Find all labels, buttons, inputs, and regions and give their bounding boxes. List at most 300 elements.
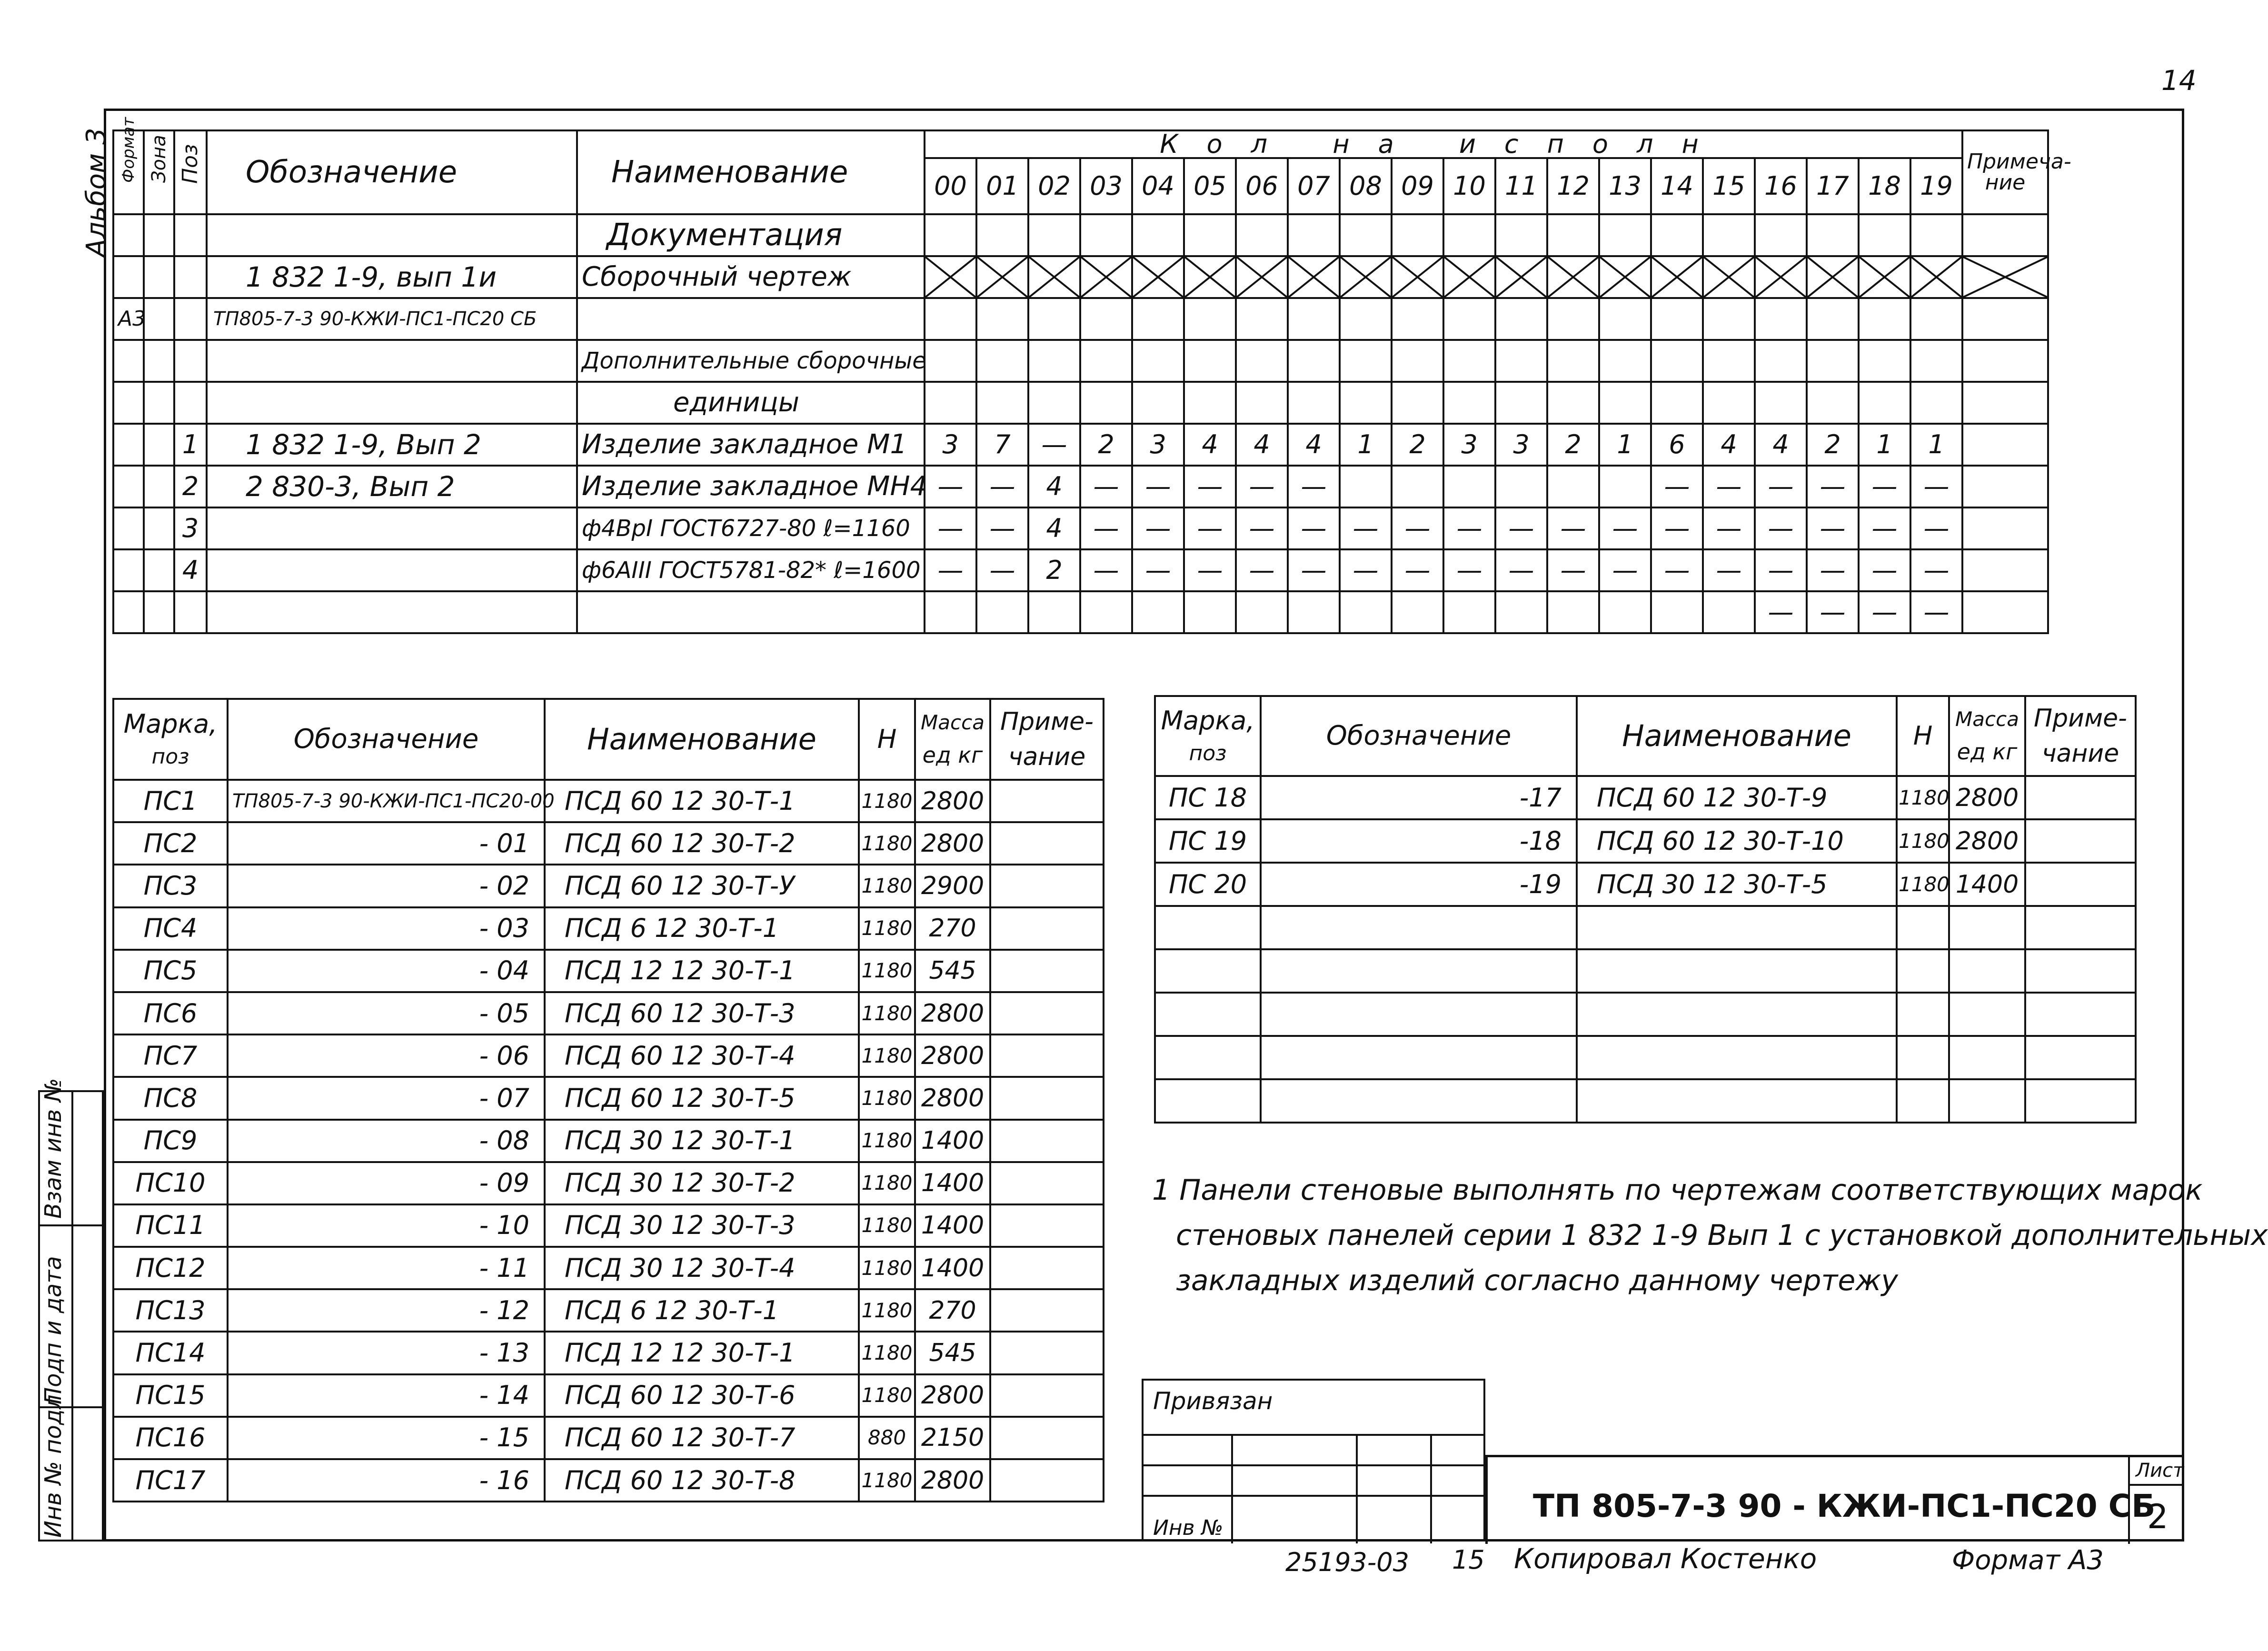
mark-row	[1155, 863, 2136, 906]
note-cell	[2025, 949, 2136, 993]
crossed-cell	[1807, 256, 1859, 298]
designation-cell: - 06	[228, 1034, 545, 1077]
spec-qty	[1859, 340, 1910, 382]
spec-name: ф6АIII ГОСТ5781-82* ℓ=1600	[577, 549, 925, 591]
name-cell: ПСД 60 12 30-Т-9	[1577, 776, 1897, 819]
spec-qty: —	[1132, 466, 1184, 507]
spec-qty: —	[1703, 549, 1755, 591]
spec-qty: —	[1184, 507, 1236, 549]
spec-note	[1962, 340, 2048, 382]
h-cell: 1180	[1897, 776, 1949, 819]
name-cell: ПСД 60 12 30-Т-2	[545, 822, 859, 865]
name-cell: ПСД 30 12 30-Т-4	[545, 1247, 859, 1289]
mark-cell: ПС 19	[1155, 819, 1261, 863]
designation-cell: -19	[1261, 863, 1577, 906]
spec-note	[1962, 507, 2048, 549]
crossed-cell	[1443, 256, 1495, 298]
crossed-cell	[1080, 256, 1132, 298]
mark-row	[113, 1417, 1104, 1459]
spec-qty	[1028, 214, 1080, 256]
designation-cell: - 11	[228, 1247, 545, 1289]
spec-qty: 2	[1392, 424, 1443, 466]
spec-qty: 4	[1236, 424, 1288, 466]
crossed-cell	[1547, 256, 1599, 298]
header-mass-line2: ед кг	[1957, 739, 2018, 765]
header-zone	[144, 130, 174, 214]
stamp-podp: Подп и дата	[40, 1256, 67, 1404]
mark-cell: ПС15	[113, 1374, 228, 1417]
h-cell: 1180	[859, 1247, 915, 1289]
note-cell	[990, 950, 1104, 992]
mark-cell: ПС 20	[1155, 863, 1261, 906]
spec-qty: 1	[1859, 424, 1910, 466]
crossed-note	[1962, 256, 2048, 298]
h-cell: 1180	[859, 1459, 915, 1502]
spec-qty	[1495, 214, 1547, 256]
spec-qty: —	[1703, 507, 1755, 549]
variant-12: 12	[1547, 158, 1599, 214]
variant-00: 00	[925, 158, 976, 214]
spec-qty	[976, 340, 1028, 382]
spec-name: единицы	[577, 382, 925, 424]
spec-format	[113, 549, 144, 591]
mass-cell	[1949, 949, 2025, 993]
spec-row	[113, 507, 2048, 549]
mark-row	[113, 1120, 1104, 1162]
spec-name	[577, 298, 925, 340]
footer-format: Формат А3	[1952, 1545, 2104, 1576]
spec-qty	[1599, 591, 1651, 633]
header-qty: Кол на исполн	[925, 130, 1962, 158]
spec-qty: —	[1340, 507, 1392, 549]
header-designation: Обозначение	[207, 130, 577, 214]
header-name: Наименование	[545, 699, 859, 780]
spec-qty	[1288, 591, 1340, 633]
header-format	[113, 117, 144, 214]
spec-designation	[207, 507, 577, 549]
spec-qty: —	[1132, 549, 1184, 591]
spec-qty	[1859, 298, 1910, 340]
spec-qty: 3	[1443, 424, 1495, 466]
spec-qty	[1910, 298, 1962, 340]
mark-row	[113, 1162, 1104, 1204]
mass-cell: 1400	[915, 1247, 990, 1289]
name-cell: ПСД 60 12 30-Т-6	[545, 1374, 859, 1417]
spec-qty: 4	[1755, 424, 1807, 466]
spec-note	[1962, 298, 2048, 340]
crossed-cell	[976, 256, 1028, 298]
spec-qty: 3	[1495, 424, 1547, 466]
stamp-inv-podl: Инв № подл	[40, 1394, 67, 1538]
spec-qty: 3	[1132, 424, 1184, 466]
mark-row	[1155, 993, 2136, 1036]
name-cell: ПСД 60 12 30-Т-1	[545, 780, 859, 822]
variant-01: 01	[976, 158, 1028, 214]
mark-cell: ПС3	[113, 865, 228, 907]
spec-zone	[144, 424, 174, 466]
h-cell	[1897, 906, 1949, 949]
spec-pos	[174, 256, 207, 298]
spec-qty	[1236, 340, 1288, 382]
sheet-number: 2	[2147, 1497, 2169, 1536]
designation-cell: - 02	[228, 865, 545, 907]
mass-cell: 270	[915, 1289, 990, 1332]
designation-cell: -17	[1261, 776, 1577, 819]
title-code: ТП 805-7-3 90 - КЖИ-ПС1-ПС20 СБ	[1533, 1488, 2156, 1524]
header-mark-line1: Марка,	[123, 709, 218, 739]
spec-qty	[1392, 466, 1443, 507]
spec-qty	[1288, 298, 1340, 340]
spec-qty	[925, 214, 976, 256]
mark-row	[113, 1332, 1104, 1374]
spec-name: Изделие закладное МН4	[577, 466, 925, 507]
spec-qty	[1340, 340, 1392, 382]
note-line-2: стеновых панелей серии 1 832 1-9 Вып 1 с установкой дополнительных	[1176, 1219, 2268, 1252]
mass-cell: 2800	[1949, 776, 2025, 819]
spec-qty	[1080, 382, 1132, 424]
spec-pos	[174, 298, 207, 340]
designation-cell: -18	[1261, 819, 1577, 863]
spec-qty	[1340, 382, 1392, 424]
spec-qty	[1599, 340, 1651, 382]
spec-qty: —	[1859, 549, 1910, 591]
spec-qty: —	[1392, 549, 1443, 591]
spec-qty: —	[1599, 507, 1651, 549]
marks-table-left	[112, 698, 1104, 1502]
note-cell	[990, 1417, 1104, 1459]
spec-qty	[1651, 382, 1703, 424]
header-note	[2025, 696, 2136, 776]
note-cell	[2025, 819, 2136, 863]
spec-qty	[1184, 591, 1236, 633]
h-cell: 1180	[859, 907, 915, 950]
variant-19: 19	[1910, 158, 1962, 214]
spec-qty: —	[1080, 466, 1132, 507]
spec-qty	[1236, 382, 1288, 424]
spec-qty: —	[976, 466, 1028, 507]
spec-qty: —	[1184, 549, 1236, 591]
spec-format	[113, 591, 144, 633]
spec-qty: —	[1547, 549, 1599, 591]
spec-qty	[1547, 214, 1599, 256]
header-note: Примеча-ние	[1962, 130, 2048, 214]
spec-qty	[1028, 382, 1080, 424]
designation-cell: ТП805-7-3 90-КЖИ-ПС1-ПС20-00	[228, 780, 545, 822]
mark-row	[113, 1459, 1104, 1502]
spec-qty	[1703, 214, 1755, 256]
h-cell: 1180	[1897, 819, 1949, 863]
spec-zone	[144, 256, 174, 298]
name-cell: ПСД 60 12 30-Т-У	[545, 865, 859, 907]
h-cell: 1180	[859, 1204, 915, 1247]
name-cell: ПСД 60 12 30-Т-10	[1577, 819, 1897, 863]
footer-page: 15	[1452, 1545, 1485, 1575]
spec-qty	[925, 591, 976, 633]
spec-format	[113, 382, 144, 424]
mass-cell: 2800	[915, 1077, 990, 1119]
spec-qty	[1132, 591, 1184, 633]
header-pos-label: Поз	[178, 144, 202, 184]
privyazan-block	[1142, 1379, 1485, 1542]
spec-row	[113, 424, 2048, 466]
spec-pos	[174, 214, 207, 256]
header-mass-line2: ед кг	[922, 742, 983, 768]
album-label: Альбом 3	[81, 128, 112, 257]
spec-qty: —	[1910, 507, 1962, 549]
stamp-vzam: Взам инв №	[40, 1078, 67, 1219]
mark-row	[113, 865, 1104, 907]
mass-cell: 2150	[915, 1417, 990, 1459]
name-cell: ПСД 30 12 30-Т-1	[545, 1120, 859, 1162]
mark-row	[113, 1204, 1104, 1247]
note-cell	[990, 1459, 1104, 1502]
spec-designation	[207, 382, 577, 424]
spec-qty	[1392, 340, 1443, 382]
header-mark-line2: поз	[1189, 741, 1227, 766]
spec-qty: 4	[1288, 424, 1340, 466]
spec-qty: —	[1651, 549, 1703, 591]
spec-qty	[1080, 298, 1132, 340]
spec-qty	[976, 591, 1028, 633]
spec-qty	[1859, 382, 1910, 424]
note-cell	[2025, 993, 2136, 1036]
note-cell	[2025, 906, 2136, 949]
spec-qty	[1443, 466, 1495, 507]
h-cell: 1180	[859, 1332, 915, 1374]
variant-05: 05	[1184, 158, 1236, 214]
spec-qty	[1236, 214, 1288, 256]
header-h: Н	[859, 699, 915, 780]
header-note-line2: чание	[1008, 743, 1086, 771]
spec-qty	[976, 214, 1028, 256]
mass-cell	[1949, 1036, 2025, 1079]
footer-number: 25193-03	[1285, 1547, 1409, 1577]
designation-cell	[1261, 1036, 1577, 1079]
spec-qty	[1495, 340, 1547, 382]
h-cell: 1180	[859, 1077, 915, 1119]
header-mass	[915, 699, 990, 780]
spec-row	[113, 340, 2048, 382]
spec-qty	[1599, 382, 1651, 424]
mass-cell: 1400	[915, 1120, 990, 1162]
mark-cell: ПС6	[113, 992, 228, 1034]
mark-row	[113, 822, 1104, 865]
designation-cell	[1261, 993, 1577, 1036]
spec-format	[113, 340, 144, 382]
note-cell	[2025, 863, 2136, 906]
spec-qty: 4	[1703, 424, 1755, 466]
designation-cell: - 05	[228, 992, 545, 1034]
spec-qty	[1547, 466, 1599, 507]
spec-qty: —	[976, 507, 1028, 549]
designation-cell: - 15	[228, 1417, 545, 1459]
spec-qty: —	[1184, 466, 1236, 507]
spec-qty: —	[1807, 466, 1859, 507]
header-note-line2: чание	[2041, 739, 2119, 768]
spec-qty: —	[1755, 466, 1807, 507]
name-cell: ПСД 30 12 30-Т-3	[545, 1204, 859, 1247]
h-cell: 1180	[859, 780, 915, 822]
spec-qty: —	[1028, 424, 1080, 466]
mark-cell: ПС17	[113, 1459, 228, 1502]
spec-format	[113, 466, 144, 507]
spec-qty	[1236, 591, 1288, 633]
spec-qty	[1651, 298, 1703, 340]
spec-designation	[207, 591, 577, 633]
header-note	[990, 699, 1104, 780]
footer-copied: Копировал Костенко	[1514, 1542, 1817, 1575]
spec-qty	[1080, 214, 1132, 256]
designation-cell: - 01	[228, 822, 545, 865]
spec-qty	[1080, 340, 1132, 382]
spec-qty: 1	[1599, 424, 1651, 466]
spec-qty: —	[1651, 507, 1703, 549]
spec-qty: —	[1080, 549, 1132, 591]
spec-qty	[1443, 591, 1495, 633]
spec-qty	[1910, 340, 1962, 382]
spec-qty: —	[1443, 549, 1495, 591]
spec-qty: 4	[1028, 466, 1080, 507]
spec-qty: —	[976, 549, 1028, 591]
spec-designation: 1 832 1-9, вып 1и	[207, 256, 577, 298]
spec-qty	[1599, 214, 1651, 256]
mark-cell: ПС4	[113, 907, 228, 950]
spec-qty	[1132, 298, 1184, 340]
name-cell: ПСД 6 12 30-Т-1	[545, 1289, 859, 1332]
crossed-cell	[1392, 256, 1443, 298]
designation-cell	[1261, 1079, 1577, 1123]
spec-qty	[1392, 298, 1443, 340]
spec-qty	[1184, 340, 1236, 382]
spec-qty	[976, 382, 1028, 424]
name-cell	[1577, 906, 1897, 949]
spec-qty	[1495, 382, 1547, 424]
note-cell	[990, 1077, 1104, 1119]
inv-no-label: Инв №	[1153, 1516, 1224, 1540]
note-cell	[990, 1034, 1104, 1077]
spec-qty	[1184, 214, 1236, 256]
spec-designation: 2 830-3, Вып 2	[207, 466, 577, 507]
spec-qty: —	[1807, 507, 1859, 549]
spec-row	[113, 256, 2048, 298]
name-cell	[1577, 1036, 1897, 1079]
mark-cell: ПС9	[113, 1120, 228, 1162]
spec-qty: 4	[1184, 424, 1236, 466]
spec-qty: 2	[1807, 424, 1859, 466]
spec-qty	[1132, 382, 1184, 424]
spec-pos	[174, 382, 207, 424]
note-cell	[990, 1289, 1104, 1332]
spec-row	[113, 591, 2048, 633]
spec-qty	[1547, 340, 1599, 382]
spec-qty: —	[1392, 507, 1443, 549]
header-name: Наименование	[577, 130, 925, 214]
spec-qty	[1910, 214, 1962, 256]
variant-11: 11	[1495, 158, 1547, 214]
spec-qty: 2	[1547, 424, 1599, 466]
name-cell	[1577, 1079, 1897, 1123]
header-note-line1: Приме-	[2034, 704, 2127, 733]
spec-row	[113, 549, 2048, 591]
spec-qty	[1651, 591, 1703, 633]
spec-row	[113, 382, 2048, 424]
spec-qty: 2	[1028, 549, 1080, 591]
spec-qty	[1132, 214, 1184, 256]
designation-cell: - 14	[228, 1374, 545, 1417]
spec-qty	[1184, 382, 1236, 424]
h-cell	[1897, 1036, 1949, 1079]
designation-cell: - 04	[228, 950, 545, 992]
spec-qty	[1703, 340, 1755, 382]
spec-format: А3	[113, 298, 144, 340]
spec-qty: —	[1288, 466, 1340, 507]
header-designation: Обозначение	[228, 699, 545, 780]
spec-qty	[1340, 466, 1392, 507]
mark-row	[1155, 819, 2136, 863]
variant-08: 08	[1340, 158, 1392, 214]
note-cell	[990, 1204, 1104, 1247]
name-cell: ПСД 60 12 30-Т-3	[545, 992, 859, 1034]
spec-qty	[1340, 298, 1392, 340]
spec-designation	[207, 214, 577, 256]
marks-table-right	[1154, 695, 2137, 1124]
spec-qty: 1	[1340, 424, 1392, 466]
spec-qty	[1288, 340, 1340, 382]
mark-cell	[1155, 949, 1261, 993]
note-cell	[990, 1332, 1104, 1374]
spec-qty	[1132, 340, 1184, 382]
spec-format	[113, 214, 144, 256]
mass-cell: 1400	[1949, 863, 2025, 906]
spec-qty: —	[1599, 549, 1651, 591]
mass-cell: 1400	[915, 1204, 990, 1247]
spec-qty: —	[1547, 507, 1599, 549]
spec-zone	[144, 466, 174, 507]
spec-qty	[1703, 591, 1755, 633]
spec-qty	[1184, 298, 1236, 340]
spec-qty	[1443, 382, 1495, 424]
header-mass-line1: Масса	[921, 711, 985, 734]
spec-qty: —	[1443, 507, 1495, 549]
designation-cell	[1261, 906, 1577, 949]
h-cell: 1180	[859, 1289, 915, 1332]
mark-cell	[1155, 1079, 1261, 1123]
spec-qty	[1599, 298, 1651, 340]
mark-row	[113, 950, 1104, 992]
header-h: Н	[1897, 696, 1949, 776]
spec-qty: —	[1236, 466, 1288, 507]
spec-qty: —	[925, 507, 976, 549]
mark-row	[1155, 1036, 2136, 1079]
spec-name: Сборочный чертеж	[577, 256, 925, 298]
spec-qty	[1651, 340, 1703, 382]
variant-09: 09	[1392, 158, 1443, 214]
crossed-cell	[1651, 256, 1703, 298]
crossed-cell	[1910, 256, 1962, 298]
spec-qty: —	[1236, 549, 1288, 591]
header-mark	[113, 699, 228, 780]
privyazan-label: Привязан	[1153, 1387, 1273, 1415]
header-pos	[174, 130, 207, 214]
variant-16: 16	[1755, 158, 1807, 214]
crossed-cell	[1703, 256, 1755, 298]
variant-10: 10	[1443, 158, 1495, 214]
h-cell: 1180	[859, 950, 915, 992]
spec-pos: 1	[174, 424, 207, 466]
spec-note	[1962, 591, 2048, 633]
spec-qty	[925, 298, 976, 340]
mass-cell: 2800	[915, 1374, 990, 1417]
